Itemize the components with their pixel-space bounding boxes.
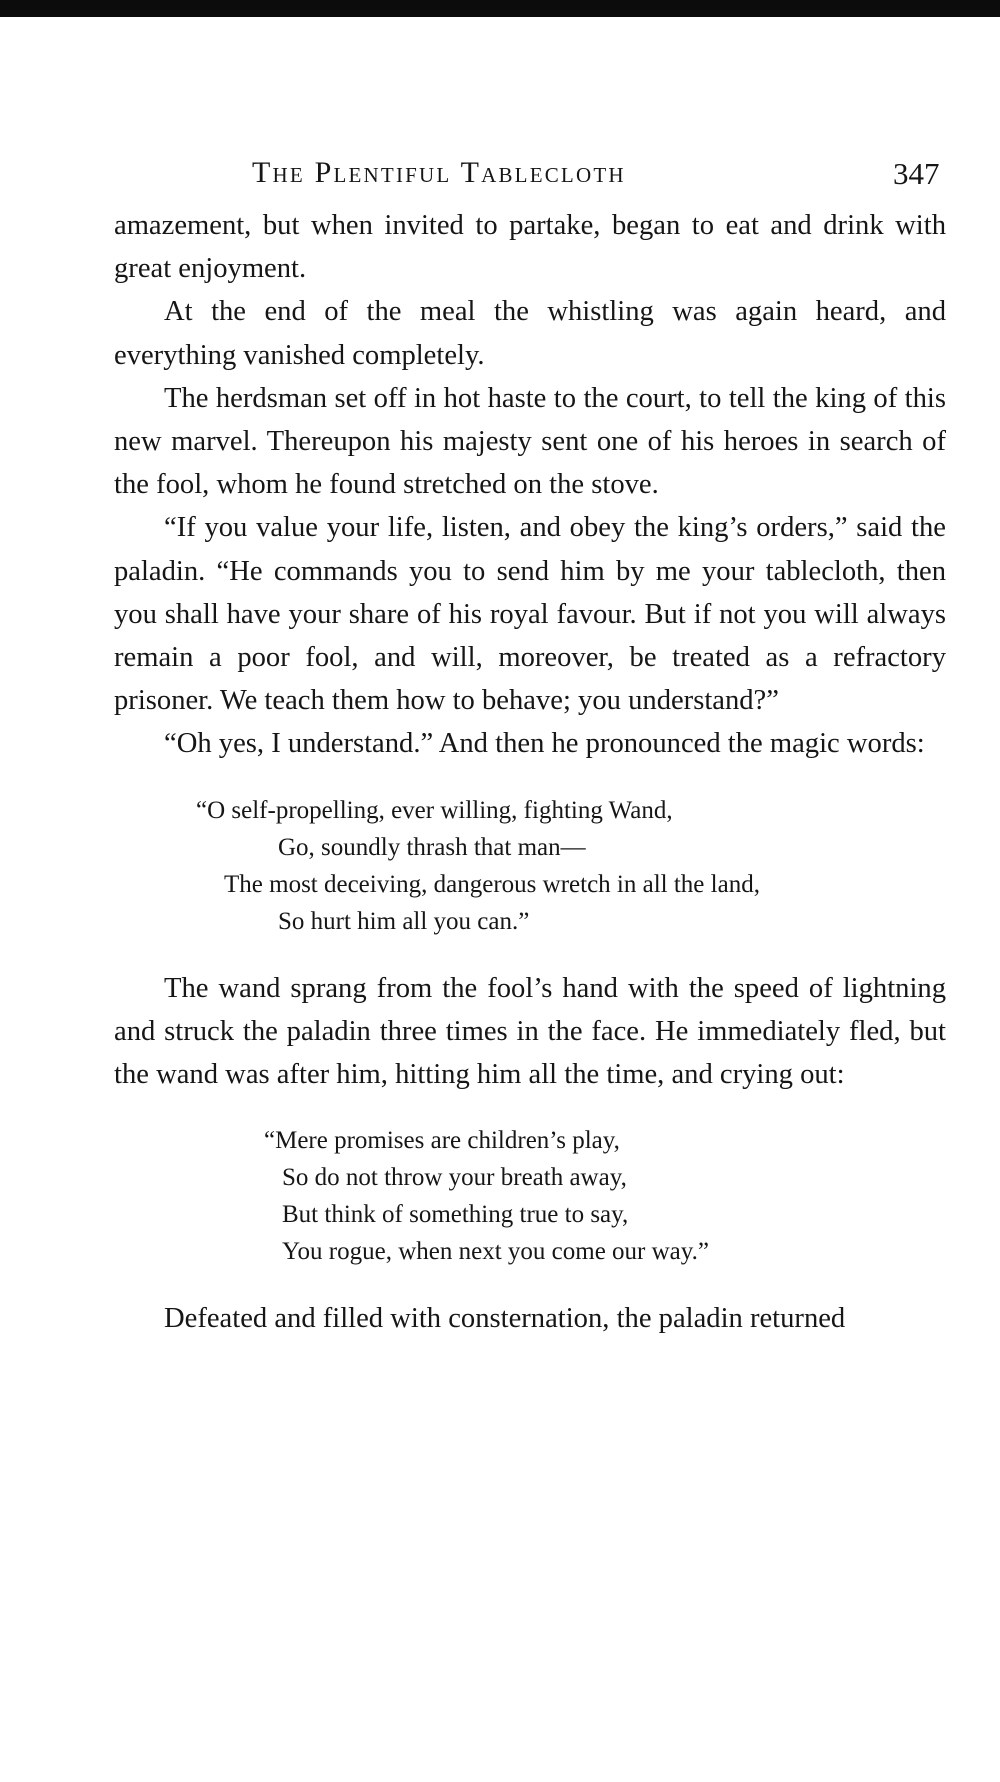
verse-line: Go, soundly thrash that man— bbox=[278, 833, 586, 861]
paragraph: At the end of the meal the whistling was again heard, and everything vanished completely. bbox=[114, 296, 946, 371]
page-number: 347 bbox=[893, 156, 940, 191]
verse-line: So hurt him all you can.” bbox=[278, 907, 530, 935]
running-head-title: The Plentiful Tablecloth bbox=[252, 156, 626, 189]
paragraph: The herdsman set off in hot haste to the court, to tell the king of this new marvel. Thereupon his majesty sent one of his heroes in search of the fool, whom he found stretched on the stove. bbox=[114, 382, 946, 501]
paragraph: “If you value your life, listen, and obey the king’s orders,” said the paladin. “He commands you to send him by me your tablecloth, then you shall have your share of his royal favour. But if not you will always remain a poor fool, and will, moreover, be treated as a refractory prisoner. We teach them how to behave; you understand?” bbox=[114, 512, 946, 717]
verse-line: The most deceiving, dangerous wretch in all the land, bbox=[224, 870, 760, 898]
verse-line: “Mere promises are children’s play, bbox=[264, 1127, 620, 1155]
scan-top-border bbox=[0, 0, 1000, 17]
verse-line: “O self-propelling, ever willing, fighting Wand, bbox=[196, 796, 673, 824]
verse-line: So do not throw your breath away, bbox=[282, 1164, 627, 1192]
paragraph: The wand sprang from the fool’s hand with the speed of lightning and struck the paladin three times in the face. He immediately fled, but the wand was after him, hitting him all the time, and crying out: bbox=[114, 972, 946, 1091]
verse-wand-incantation bbox=[114, 792, 946, 940]
verse-wand-cry bbox=[114, 1122, 946, 1270]
paragraph: “Oh yes, I understand.” And then he pronounced the magic words: bbox=[164, 728, 925, 760]
paragraph-continued: amazement, but when invited to partake, began to eat and drink with great enjoyment. bbox=[114, 210, 946, 285]
verse-line: You rogue, when next you come our way.” bbox=[282, 1238, 710, 1266]
body-text bbox=[114, 204, 946, 1340]
paragraph: Defeated and filled with consternation, the paladin returned bbox=[164, 1303, 846, 1335]
verse-line: But think of something true to say, bbox=[282, 1201, 629, 1229]
